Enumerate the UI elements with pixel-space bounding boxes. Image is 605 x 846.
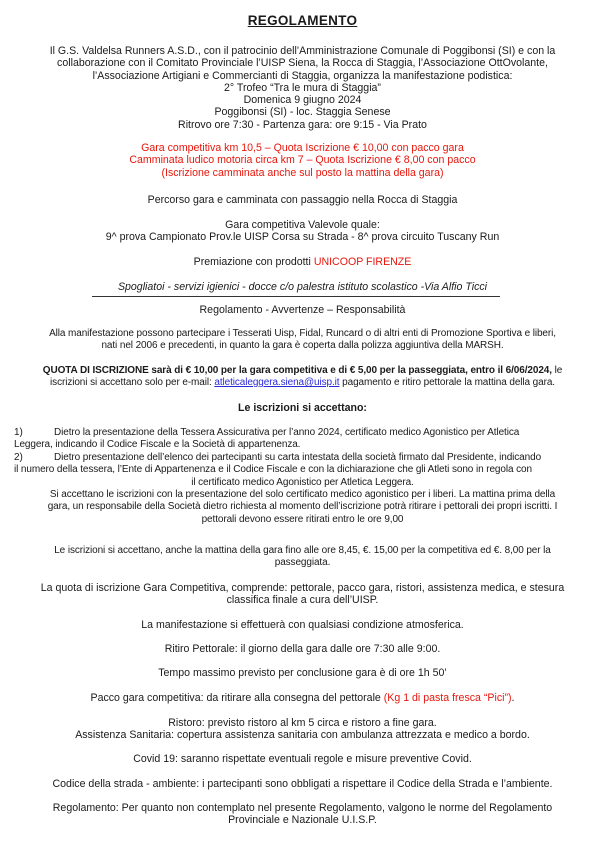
premiazione-brand: UNICOOP FIRENZE (313, 256, 412, 268)
comprende-line: La quota di iscrizione Gara Competitiva, comprende: pettorale, pacco gara, ristori, assistenza medica, e stesura (40, 582, 565, 594)
iscrizioni-item-2 (14, 452, 591, 489)
event-date: Domenica 9 giugno 2024 (243, 94, 362, 107)
ristoro-block (14, 717, 591, 742)
finale-line: Regolamento: Per quanto non contemplato nel presente Regolamento, valgono le norme del Regolamento (52, 802, 553, 814)
intro-paragraph (14, 45, 591, 131)
mattina-line: passeggiata. (274, 557, 331, 569)
comprende-block (14, 582, 591, 607)
pacco-text: Pacco gara competitiva: da ritirare alla consegna del pettorale (90, 692, 384, 704)
intro-line: Il G.S. Valdelsa Runners A.S.D., con il patrocinio dell’Amministrazione Comunale di Poggibonsi (SI) e con la (49, 45, 556, 57)
mattina-line: Le iscrizioni si accettano, anche la mattina della gara fino alle ore 8,45, €. 15,00 per la competitiva ed €. 8,00 per la (54, 545, 551, 556)
pacco-detail: (Kg 1 di pasta fresca “Pici”) (383, 692, 512, 704)
spogliatoi-line: Spogliatoi - servizi igienici - docce c/o palestra istituto scolastico -Via Alfio Ticci (117, 281, 488, 293)
finale-line: Provinciale e Nazionale U.I.S.P. (228, 814, 377, 827)
certificato-line: pettorali devono essere ritirati entro le ore 9,00 (201, 513, 404, 525)
finale-block (14, 802, 591, 827)
percorso-text: Percorso gara e camminata con passaggio nella Rocca di Staggia (147, 194, 458, 206)
pacco-line (14, 692, 591, 704)
item-line: Dietro presentazione dell’elenco dei partecipanti su carta intestata della società firmato dal Presidente, indicando (54, 452, 542, 463)
document-title: REGOLAMENTO (247, 13, 358, 28)
codice-line: Codice della strada - ambiente: i partecipanti sono obbligati a rispettare il Codice della Strada e l’ambiente. (52, 778, 553, 790)
premiazione-text: Premiazione con prodotti (193, 256, 314, 268)
quota-block (14, 365, 591, 390)
fee-note: (Iscrizione camminata anche sul posto la mattina della gara) (161, 166, 444, 179)
item-line: il certificato medico Agonistico per Atletica Leggera. (191, 476, 414, 488)
regolamento-heading: Regolamento - Avvertenze – Responsabilità (199, 304, 406, 316)
divider (92, 296, 500, 297)
tempo-line: Tempo massimo previsto per conclusione gara è di ore 1h 50’ (158, 667, 447, 679)
condizione-line: La manifestazione si effettuerà con qualsiasi condizione atmosferica. (141, 619, 464, 631)
certificato-line: gara, un responsabile della Società dietro richiesta al momento dell’iscrizione potrà ritirare i pettorali dei propri iscritti. I (47, 501, 558, 513)
item-line: il numero della tessera, l’Ente di Appartenenza e il Codice Fiscale e con la dichiarazione che gli Atleti sono in regola con (14, 464, 532, 476)
intro-line: collaborazione con il Comitato Provinciale l’UISP Siena, la Rocca di Staggia, l’Associazione OttOvolante, (57, 57, 548, 70)
event-location: Poggibonsi (SI) - loc. Staggia Senese (214, 106, 391, 119)
fee-competitive: Gara competitiva km 10,5 – Quota Iscrizione € 10,00 con pacco gara (141, 142, 464, 154)
partecipazione-line: Alla manifestazione possono partecipare i Tesserati Uisp, Fidal, Runcard o di altri enti di Promozione Sportiva e liberi, (49, 328, 556, 339)
valevole-line: Gara competitiva Valevole quale: (225, 219, 380, 231)
quota-email-intro: iscrizioni si accettano solo per e-mail: (50, 377, 215, 389)
quota-amounts: sarà di € 10,00 per la gara competitiva e di € 5,00 per la passeggiata, entro il 6/06/2024, (148, 365, 552, 376)
quota-label: QUOTA DI ISCRIZIONE (42, 365, 149, 376)
quota-tail: le (551, 365, 563, 376)
item-line: Dietro la presentazione della Tessera Assicurativa per l’anno 2024, certificato medico Agonistico per Atletica (54, 427, 520, 438)
iscrizioni-heading: Le iscrizioni si accettano: (238, 402, 367, 414)
mattina-block (14, 545, 591, 570)
intro-line: l’Associazione Artigiani e Commercianti di Staggia, organizza la manifestazione podistica: (92, 69, 513, 82)
fee-walk: Camminata ludico motoria circa km 7 – Quota Iscrizione € 8,00 con pacco (129, 154, 476, 167)
premiazione-line (14, 256, 591, 268)
partecipazione-block (14, 328, 591, 353)
certificato-line: Si accettano le iscrizioni con la presentazione del solo certificato medico agonistico per i liberi. La mattina prima della (49, 489, 556, 500)
comprende-line: classifica finale a cura dell’UISP. (226, 594, 379, 607)
partecipazione-line: nati nel 2006 e precedenti, in quanto la gara è coperta dalla polizza aggiuntiva della MARSH. (101, 340, 504, 352)
pacco-end: . (511, 692, 515, 704)
assistenza-line: Assistenza Sanitaria: copertura assistenza sanitaria con ambulanza attrezzata e medico a bordo. (75, 729, 530, 742)
item-number: 1) (14, 427, 23, 438)
trophy-name: 2° Trofeo “Tra le mura di Staggia” (224, 81, 381, 94)
item-number: 2) (14, 452, 23, 463)
iscrizioni-item-1 (14, 427, 591, 452)
valevole-line: 9^ prova Campionato Prov.le UISP Corsa su Strada - 8^ prova circuito Tuscany Run (105, 231, 500, 244)
covid-line: Covid 19: saranno rispettate eventuali regole e misure preventive Covid. (133, 753, 472, 765)
event-schedule: Ritrovo ore 7:30 - Partenza gara: ore 9:15 - Via Prato (178, 118, 427, 131)
ristoro-line: Ristoro: previsto ristoro al km 5 circa e ristoro a fine gara. (168, 717, 437, 729)
valevole-block (14, 219, 591, 244)
certificato-block (14, 489, 591, 526)
ritiro-line: Ritiro Pettorale: il giorno della gara dalle ore 7:30 alle 9:00. (164, 643, 441, 655)
item-line: Leggera, indicando il Codice Fiscale e la Società di appartenenza. (14, 439, 301, 451)
fees-block (14, 142, 591, 179)
email-link[interactable]: atleticaleggera.siena@uisp.it (214, 377, 340, 389)
quota-payment: pagamento e ritiro pettorale la mattina della gara. (339, 377, 555, 389)
